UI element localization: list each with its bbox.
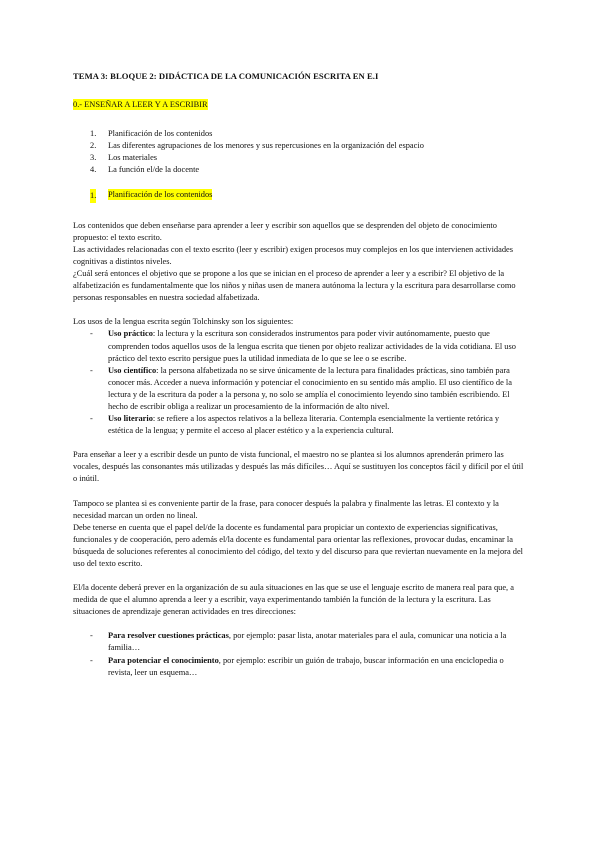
directions-list bbox=[73, 630, 525, 678]
subsection-number: 1. bbox=[90, 189, 96, 203]
toc-item: 2. Las diferentes agrupaciones de los menores y sus repercusiones en la organización del espacio bbox=[90, 141, 424, 151]
paragraph: Debe tenerse en cuenta que el papel del/de la docente es fundamental para propiciar un contexto de experiencias significativas, funcionales y de cooperación, pero además el/la docente es fundamental para orientar las reflexiones, provocar dudas, encaminar la búsqueda de soluciones referentes al conocimiento del código, del texto y del discurso para que reviertan nuevamente en la mejora del uso del texto escrito. bbox=[73, 522, 523, 568]
list-item: - Uso literario: se refiere a los aspectos relativos a la belleza literaria. Contempla esencialmente la vertiente retórica y estética de la lengua; y permite el acceso al placer estético y a la experiencia cultural. bbox=[90, 414, 500, 436]
list-item: - Uso práctico: la lectura y la escritura son considerados instrumentos para poder vivir autónomamente, puesto que comprenden todos aquellos usos de la lengua escrita que tienen por objeto realizar actividades de la vida cotidiana. El uso práctico del texto escrito persigue pues la utilidad inmediata de lo que se lee o se escribe. bbox=[90, 329, 516, 363]
subsection-title: Planificación de los contenidos bbox=[108, 189, 213, 199]
paragraph: Las actividades relacionadas con el texto escrito (leer y escribir) exigen procesos muy complejos en los que intervienen actividades cognitivas a distintos niveles. bbox=[73, 244, 513, 266]
list-item: - Para potenciar el conocimiento, por ejemplo: escribir un guión de trabajo, buscar información en una enciclopedia o revista, leer un esquema… bbox=[90, 655, 504, 677]
list-item: - Para resolver cuestiones prácticas, por ejemplo: pasar lista, anotar materiales para el aula, comunicar una noticia a la familia… bbox=[90, 631, 507, 653]
paragraph: ¿Cuál será entonces el objetivo que se propone a los que se inician en el proceso de aprender a leer y a escribir? El objetivo de la alfabetización es fundamentalmente que los niños y niñas usen de manera autónoma la lectura y la escritura para desarrollarse como personas responsables en nuestra sociedad alfabetizada. bbox=[73, 269, 516, 303]
paragraph: El/la docente deberá prever en la organización de su aula situaciones en las que se use el lenguaje escrito de manera real para que, a medida de que el alumno aprenda a leer y a escribir, vaya experimentando también la función de la lectura y la escritura. Las situaciones de aprendizaje generan actividades en tres direcciones: bbox=[73, 583, 514, 617]
section-heading-highlight: 0.- ENSEÑAR A LEER Y A ESCRIBIR bbox=[73, 100, 208, 110]
document-title: TEMA 3: BLOQUE 2: DIDÁCTICA DE LA COMUNICACIÓN ESCRITA EN E.I bbox=[73, 71, 379, 81]
section-heading bbox=[73, 99, 525, 111]
table-of-contents bbox=[73, 128, 525, 176]
paragraph: Para enseñar a leer y a escribir desde un punto de vista funcional, el maestro no se plantea si los alumnos aprenderán primero las vocales, después las consonantes más utilizadas y después las más difíciles… Aquí se sustituyen los conceptos fácil y difícil por el útil o inútil. bbox=[73, 450, 524, 484]
page-content bbox=[73, 70, 525, 679]
toc-item: 1. Planificación de los contenidos bbox=[90, 129, 213, 139]
paragraph: Tampoco se plantea si es conveniente partir de la frase, para conocer después la palabra y finalmente las letras. El contexto y la necesidad marcan un orden no lineal. bbox=[73, 498, 499, 520]
toc-item: 4. La función el/de la docente bbox=[90, 165, 200, 175]
paragraph: Los usos de la lengua escrita según Tolchinsky son los siguientes: bbox=[73, 317, 294, 327]
uses-list bbox=[73, 328, 525, 437]
list-item: - Uso científico: la persona alfabetizada no se sirve únicamente de la lectura para finalidades prácticas, sino también para conocer más. Acceder a nueva información y potenciar el conocimiento en su sentido más amplio. El uso científico de la lectura y de la escritura da poder a la persona y, no solo se amplía el conocimiento leyendo sino también escribiendo. El hecho de escribir obliga a realizar un procesamiento de la información de alto nivel. bbox=[90, 365, 512, 411]
paragraph: Los contenidos que deben enseñarse para aprender a leer y escribir son aquellos que se desprenden del objeto de conocimiento propuesto: el texto escrito. bbox=[73, 220, 497, 242]
subsection-heading bbox=[73, 189, 525, 201]
toc-item: 3. Los materiales bbox=[90, 153, 158, 163]
